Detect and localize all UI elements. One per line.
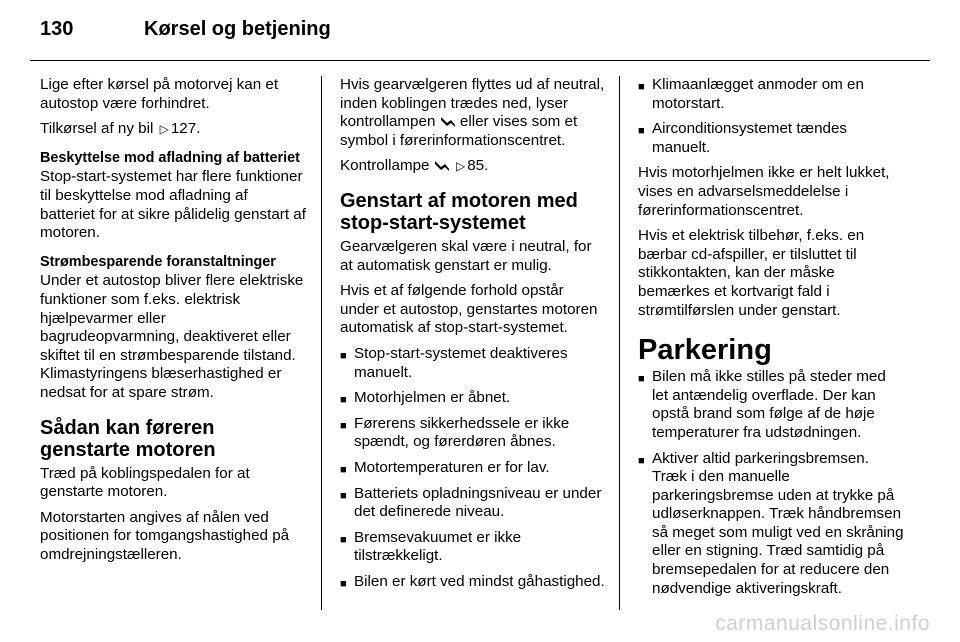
square-bullet-icon: ■	[638, 125, 645, 138]
paragraph-text: Hvis gearvælgeren flyttes ud af neutral, inden koblingen trædes ned, lyser kontrollampen	[340, 76, 605, 131]
section-heading-auto-restart: Genstart af motoren med stop-start-systemet	[340, 189, 578, 234]
square-bullet-icon: ■	[340, 349, 347, 362]
square-bullet-icon: ■	[638, 81, 645, 93]
condition-list	[340, 345, 606, 592]
list-item-text: Airconditionsystemet tændes manuelt.	[652, 120, 847, 156]
square-bullet-icon: ■	[340, 577, 347, 590]
square-bullet-icon: ■	[340, 533, 347, 546]
list-item-text: Aktiver altid parkeringsbremsen. Træk i den manuelle parkeringsbremse uden at trykke på udløserknappen. Træk håndbremsen så meget som muligt ved en skråning eller en stigning. Træd samtidig på bremsepedalen for at reducere den nødvendige aktiveringskraft.	[652, 449, 904, 597]
condition-list-continued	[638, 76, 904, 157]
paragraph-text: Kontrollampe	[340, 157, 430, 175]
list-item-text: Førerens sikkerhedssele er ikke spændt, og førerdøren åbnes.	[354, 414, 570, 451]
list-item	[638, 120, 904, 157]
list-item-text: Batteriets opladningsniveau er under det definerede niveau.	[354, 484, 602, 521]
list-item	[340, 573, 606, 592]
square-bullet-icon: ■	[340, 463, 347, 476]
column-divider	[619, 76, 620, 610]
header-divider	[30, 60, 930, 61]
square-bullet-icon: ■	[638, 373, 645, 386]
paragraph: Motorstarten angives af nålen ved positionen for tomgangshastighed på omdrejningstælleren.	[40, 508, 290, 563]
paragraph: Lige efter kørsel på motorvej kan et autostop være forhindret.	[40, 76, 279, 112]
page-title: Kørsel og betjening	[144, 18, 331, 40]
square-bullet-icon: ■	[340, 489, 347, 502]
paragraph: Hvis et af følgende forhold opstår under et autostop, genstartes motoren automatisk af stop-start-systemet.	[340, 282, 598, 337]
paragraph	[340, 76, 606, 150]
list-item	[340, 415, 606, 452]
paragraph: Gearvælgeren skal være i neutral, for at automatisk genstart er mulig.	[340, 237, 592, 274]
paragraph: Hvis et elektrisk tilbehør, f.eks. en bærbar cd-afspiller, er tilsluttet til stikkontakten, kan der måske bemærkes et kortvarigt fald i strømtilførslen under genstart.	[638, 227, 865, 319]
square-bullet-icon: ■	[340, 419, 347, 432]
subheading-power-saving: Strømbesparende foranstaltninger	[40, 253, 276, 270]
list-item	[340, 345, 606, 382]
list-item-text: Klimaanlægget anmoder om en motorstart.	[652, 76, 864, 112]
list-item	[638, 76, 904, 113]
list-item-text: Motorhjelmen er åbnet.	[354, 389, 511, 407]
paragraph: Hvis motorhjelmen ikke er helt lukket, vises en advarselsmeddelelse i førerinformationscentret.	[638, 164, 890, 219]
triangle-arrow-icon: ▷	[455, 159, 466, 174]
list-item	[340, 529, 606, 566]
list-item	[340, 389, 606, 408]
triangle-arrow-icon: ▷	[159, 122, 169, 137]
list-item	[340, 459, 606, 478]
square-bullet-icon: ■	[638, 454, 645, 467]
list-item-text: Bremsevakuumet er ikke tilstrækkeligt.	[354, 528, 522, 565]
page-number: 130	[40, 18, 74, 40]
square-bullet-icon: ■	[340, 394, 347, 407]
subheading-battery: Beskyttelse mod afladning af batteriet	[40, 149, 300, 166]
list-item-text: Stop-start-systemet deaktiveres manuelt.	[354, 344, 568, 381]
paragraph-text: Tilkørsel af ny bil	[40, 120, 154, 138]
auto-stop-lamp-icon	[440, 115, 456, 127]
list-item-text: Bilen må ikke stilles på steder med let antændelig overflade. Der kan opstå brand som følge af de høje temperaturer fra udstødningen.	[652, 368, 886, 441]
column-1	[40, 76, 306, 571]
page-reference: 85.	[467, 157, 489, 175]
list-item	[638, 450, 904, 599]
paragraph: Træd på koblingspedalen for at genstarte motoren.	[40, 464, 250, 501]
list-item-text: Motortemperaturen er for lav.	[354, 458, 550, 476]
paragraph	[340, 157, 606, 176]
column-2	[340, 76, 606, 598]
list-item-text: Bilen er kørt ved mindst gåhastighed.	[354, 572, 605, 590]
paragraph-text: eller vises som et symbol i førerinformationscentret.	[340, 113, 578, 149]
paragraph	[40, 120, 306, 139]
page-reference: 127.	[170, 120, 201, 138]
watermark: carmanualsonline.info	[715, 612, 930, 635]
section-heading-driver-restart: Sådan kan føreren genstarte motoren	[40, 416, 216, 461]
list-item	[638, 368, 904, 442]
page-header	[30, 18, 930, 48]
list-item	[340, 485, 606, 522]
paragraph: Under et autostop bliver flere elektriske funktioner som f.eks. elektrisk hjælpevarmer eller bagrudeopvarmning, deaktiveret eller skiftet til en strømbesparende tilstand. Klimastyringens blæserhastighed er nedsat for at spare strøm.	[40, 272, 304, 401]
auto-stop-lamp-icon	[434, 159, 450, 171]
section-heading-parking: Parkering	[638, 334, 772, 367]
parking-list	[638, 368, 904, 598]
column-divider	[321, 76, 322, 610]
column-3	[638, 76, 904, 605]
paragraph: Stop-start-systemet har flere funktioner til beskyttelse mod afladning af batteriet for at sikre pålidelig genstart af motoren.	[40, 168, 306, 242]
